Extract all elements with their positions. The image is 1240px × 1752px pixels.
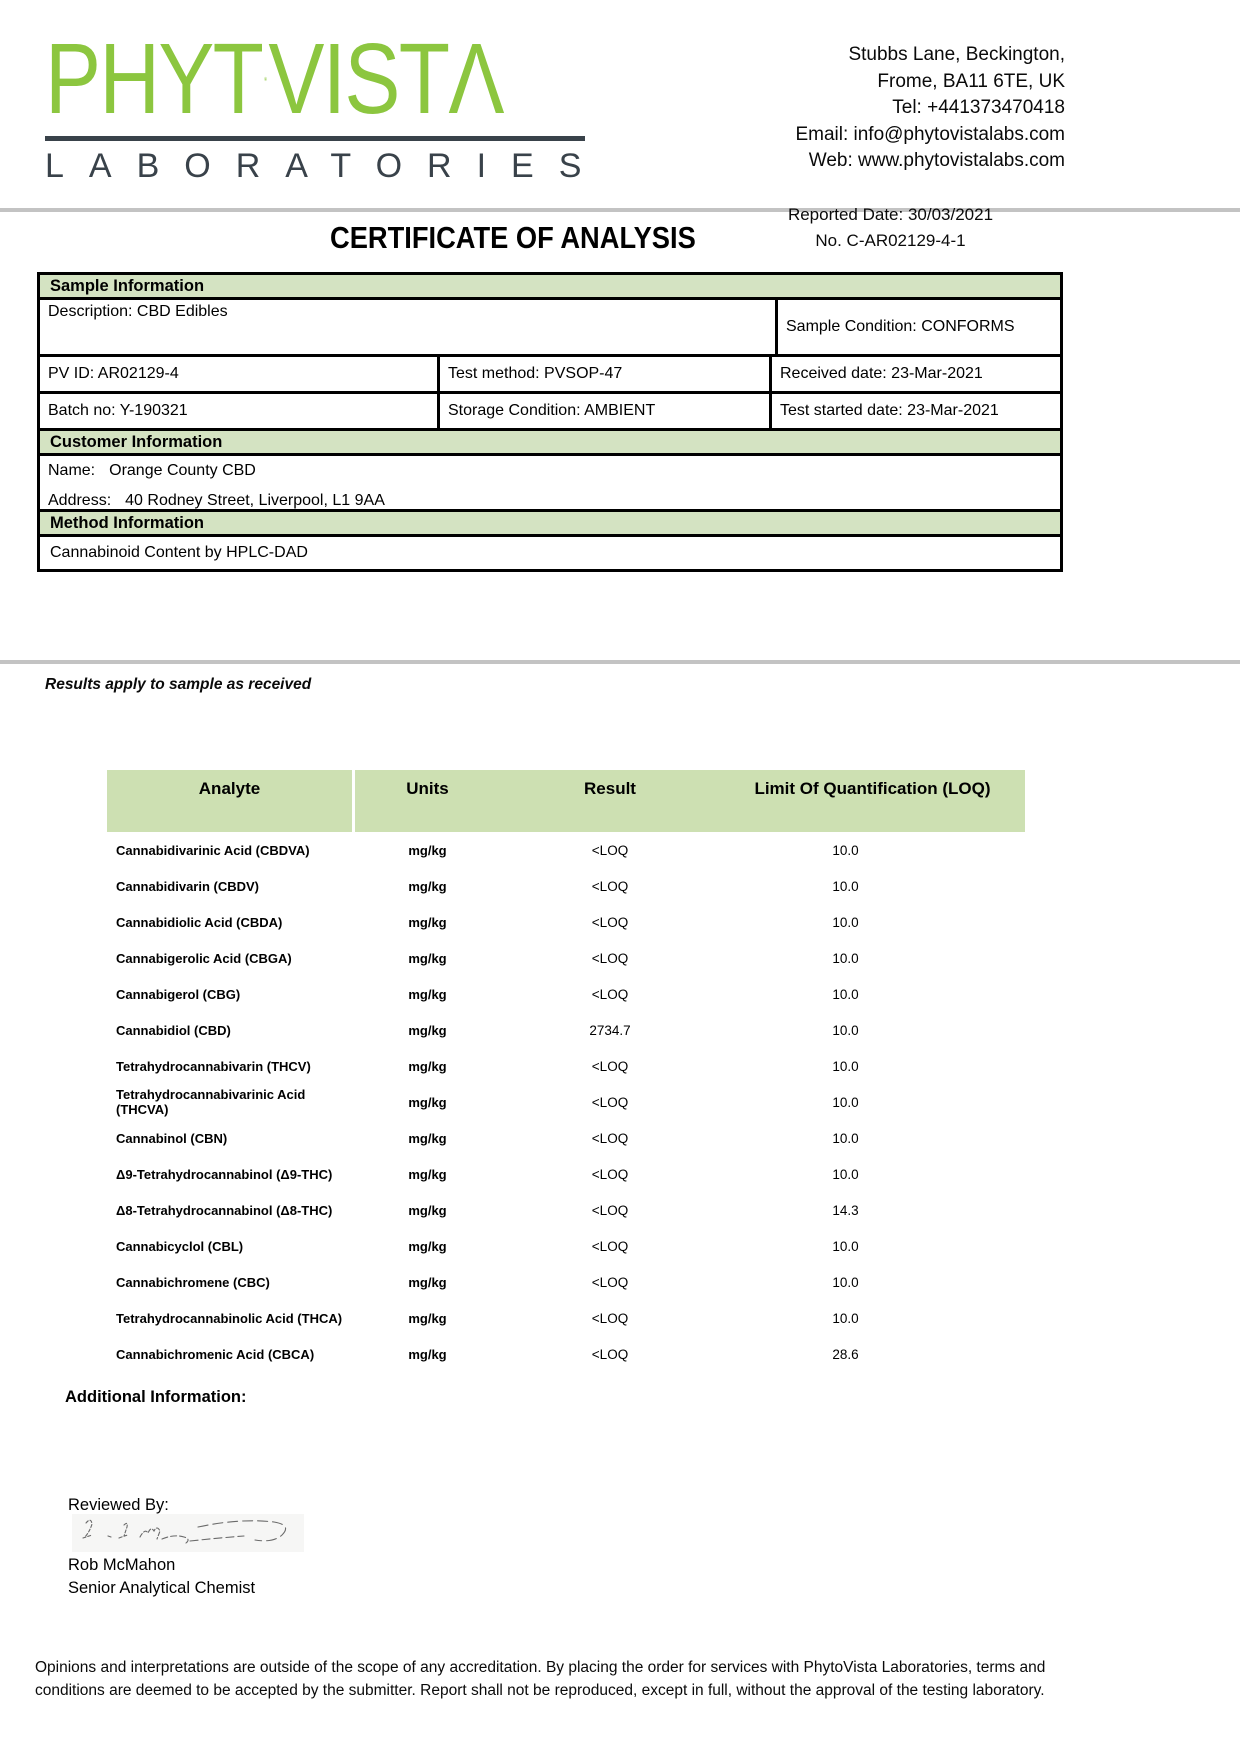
results-table: [107, 770, 1025, 1372]
table-row: [107, 1084, 1025, 1120]
test-started-date: Test started date: 23-Mar-2021: [780, 402, 999, 419]
table-row: [107, 1156, 1025, 1192]
leaf-icon: [264, 27, 267, 131]
customer-information-header-label: Customer Information: [50, 432, 223, 451]
result-value: <LOQ: [591, 950, 629, 966]
customer-name-line: [48, 462, 1052, 480]
sample-information-header-label: Sample Information: [50, 276, 205, 295]
additional-information-label: Additional Information:: [65, 1388, 247, 1406]
loq-value: 10.0: [832, 914, 859, 930]
result-value: <LOQ: [591, 878, 629, 894]
customer-name: Orange County CBD: [109, 462, 256, 479]
table-row: [107, 1228, 1025, 1264]
signature-icon: [72, 1514, 304, 1552]
analyte-name: Tetrahydrocannabivarinic Acid (THCVA): [116, 1087, 306, 1117]
brand-subtitle: LABORATORIES: [45, 147, 607, 185]
report-number: No. C-AR02129-4-1: [815, 231, 966, 250]
table-row: [107, 904, 1025, 940]
contact-email: Email: info@phytovistalabs.com: [795, 123, 1065, 145]
units-value: mg/kg: [408, 950, 447, 966]
customer-address-label: Address:: [48, 492, 112, 509]
units-value: mg/kg: [408, 1202, 447, 1218]
loq-value: 10.0: [832, 1274, 859, 1290]
sample-ids-row: [40, 357, 1060, 394]
units-value: mg/kg: [408, 1022, 447, 1038]
reported-date: Reported Date: 30/03/2021: [787, 205, 994, 224]
sample-information-header: [40, 275, 1060, 300]
sample-description: Description: CBD Edibles: [48, 303, 228, 320]
units-value: mg/kg: [408, 986, 447, 1002]
brand-wordmark: [45, 23, 503, 135]
contact-web: Web: www.phytovistalabs.com: [808, 150, 1065, 171]
units-value: mg/kg: [408, 1346, 447, 1362]
loq-value: 10.0: [832, 1238, 859, 1254]
analyte-name: Cannabichromenic Acid (CBCA): [116, 1346, 315, 1362]
result-value: <LOQ: [591, 1274, 629, 1290]
units-value: mg/kg: [408, 1310, 447, 1326]
analyte-name: Cannabigerolic Acid (CBGA): [116, 950, 292, 966]
contact-phone: Tel: +441373470418: [892, 97, 1065, 118]
batch-row: [40, 394, 1060, 431]
brand-text-right: VIST: [268, 23, 449, 135]
lab-contact-block: [585, 42, 1065, 175]
table-row: [107, 1048, 1025, 1084]
units-value: mg/kg: [408, 1238, 447, 1254]
brand-text-last: Λ: [448, 23, 503, 135]
units-value: mg/kg: [408, 878, 447, 894]
loq-value: 10.0: [832, 1310, 859, 1326]
result-value: <LOQ: [591, 1310, 629, 1326]
customer-name-label: Name:: [48, 462, 96, 479]
table-row: [107, 1300, 1025, 1336]
loq-value: 10.0: [832, 842, 859, 858]
test-method: Test method: PVSOP-47: [440, 357, 772, 391]
handwritten-signature: [72, 1514, 304, 1552]
result-value: <LOQ: [591, 1058, 629, 1074]
result-value: <LOQ: [591, 986, 629, 1002]
method-information-header: [40, 512, 1060, 537]
analyte-name: Cannabichromene (CBC): [116, 1274, 270, 1290]
batch-no: Batch no: Y-190321: [40, 394, 440, 428]
report-meta: [768, 202, 1013, 254]
analyte-name: Cannabinol (CBN): [116, 1130, 228, 1146]
units-value: mg/kg: [408, 1130, 447, 1146]
results-table-body: [107, 832, 1025, 1372]
footer-disclaimer: Opinions and interpretations are outside of the scope of any accreditation. By placing the order for services with PhytoVista Laboratories, terms and conditions are deemed to be accepted by the submitter. Report shall not be reproduced, except in full, without the approval of the testing laboratory.: [35, 1659, 1046, 1699]
column-header-units: Units: [355, 770, 500, 832]
result-value: <LOQ: [591, 1238, 629, 1254]
table-row: [107, 832, 1025, 868]
result-value: <LOQ: [591, 914, 629, 930]
result-value: <LOQ: [591, 1130, 629, 1146]
reviewed-by-label: Reviewed By:: [68, 1496, 169, 1514]
header-divider: [0, 208, 1240, 212]
customer-information-header: [40, 431, 1060, 456]
brand-text-left: PHYT: [45, 23, 263, 135]
contact-address-line2: Frome, BA11 6TE, UK: [877, 70, 1065, 92]
units-value: mg/kg: [408, 1094, 447, 1110]
loq-value: 10.0: [832, 878, 859, 894]
customer-address-line: [48, 492, 1052, 510]
table-row: [107, 1012, 1025, 1048]
brand-underline: [45, 136, 585, 141]
method-description: Cannabinoid Content by HPLC-DAD: [40, 537, 1060, 572]
table-row: [107, 868, 1025, 904]
result-value: <LOQ: [591, 842, 629, 858]
loq-value: 14.3: [832, 1202, 859, 1218]
sample-description-row: [40, 300, 1060, 357]
table-row: [107, 1264, 1025, 1300]
analyte-name: Δ9-Tetrahydrocannabinol (Δ9-THC): [116, 1166, 333, 1182]
analyte-name: Cannabidiol (CBD): [116, 1022, 231, 1038]
column-header-result: Result: [500, 770, 720, 832]
analyte-name: Cannabicyclol (CBL): [116, 1238, 244, 1254]
table-row: [107, 940, 1025, 976]
column-header-analyte: Analyte: [107, 770, 355, 832]
result-value: <LOQ: [591, 1094, 629, 1110]
units-value: mg/kg: [408, 842, 447, 858]
table-row: [107, 1192, 1025, 1228]
loq-value: 10.0: [832, 1166, 859, 1182]
analyte-name: Tetrahydrocannabivarin (THCV): [116, 1058, 311, 1074]
received-date: Received date: 23-Mar-2021: [780, 365, 983, 382]
info-sections: [37, 272, 1063, 572]
analyte-name: Δ8-Tetrahydrocannabinol (Δ8-THC): [116, 1202, 333, 1218]
column-header-loq: Limit Of Quantification (LOQ): [720, 770, 1025, 832]
loq-value: 10.0: [832, 1130, 859, 1146]
results-table-header: [107, 770, 1025, 832]
loq-value: 10.0: [832, 1022, 859, 1038]
table-row: [107, 976, 1025, 1012]
table-row: [107, 1336, 1025, 1372]
method-information-header-label: Method Information: [50, 513, 204, 532]
units-value: mg/kg: [408, 914, 447, 930]
loq-value: 10.0: [832, 986, 859, 1002]
results-note: Results apply to sample as received: [45, 676, 312, 693]
result-value: <LOQ: [591, 1202, 629, 1218]
reviewer-role: Senior Analytical Chemist: [68, 1579, 256, 1597]
pv-id: PV ID: AR02129-4: [40, 357, 440, 391]
customer-address: 40 Rodney Street, Liverpool, L1 9AA: [125, 492, 385, 509]
analyte-name: Cannabigerol (CBG): [116, 986, 241, 1002]
result-value: <LOQ: [591, 1166, 629, 1182]
loq-value: 10.0: [832, 950, 859, 966]
section-divider: [0, 660, 1240, 664]
units-value: mg/kg: [408, 1058, 447, 1074]
phytovista-logo: [45, 23, 607, 186]
page-title: CERTIFICATE OF ANALYSIS: [330, 220, 696, 255]
sample-condition: Sample Condition: CONFORMS: [775, 300, 1060, 354]
analyte-name: Tetrahydrocannabinolic Acid (THCA): [116, 1310, 343, 1326]
analyte-name: Cannabidiolic Acid (CBDA): [116, 914, 283, 930]
loq-value: 10.0: [832, 1058, 859, 1074]
table-row: [107, 1120, 1025, 1156]
analyte-name: Cannabidivarinic Acid (CBDVA): [116, 842, 310, 858]
loq-value: 28.6: [832, 1346, 859, 1362]
analyte-name: Cannabidivarin (CBDV): [116, 878, 260, 894]
customer-box: [40, 456, 1060, 512]
result-value: 2734.7: [589, 1022, 631, 1038]
storage-condition: Storage Condition: AMBIENT: [440, 394, 772, 428]
units-value: mg/kg: [408, 1166, 447, 1182]
result-value: <LOQ: [591, 1346, 629, 1362]
contact-address-line1: Stubbs Lane, Beckington,: [848, 44, 1065, 65]
loq-value: 10.0: [832, 1094, 859, 1110]
units-value: mg/kg: [408, 1274, 447, 1290]
reviewer-name: Rob McMahon: [68, 1556, 176, 1574]
